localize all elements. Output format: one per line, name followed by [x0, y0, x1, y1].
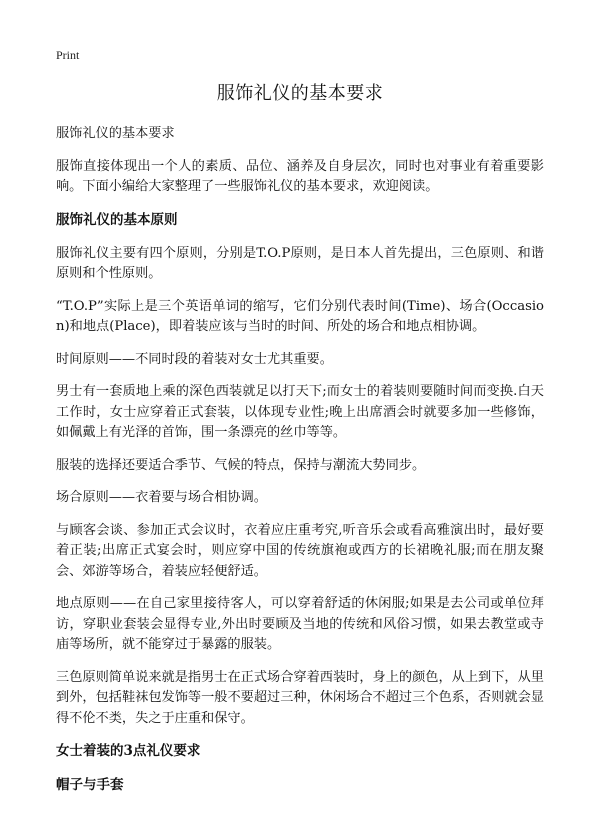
intro-heading: 服饰礼仪的基本要求 [56, 126, 175, 141]
print-link[interactable]: Print [56, 48, 80, 62]
intro-paragraph: 服饰直接体现出一个人的素质、品位、涵养及自身层次，同时也对事业有着重要影响。下面小编给大家整理了一些服饰礼仪的基本要求，欢迎阅读。 [56, 158, 544, 194]
paragraph-four-principles: 服饰礼仪主要有四个原则，分别是T.O.P原则，是日本人首先提出，三色原则、和谐原则和个性原则。 [56, 245, 544, 281]
paragraph-time-details: 男士有一套质地上乘的深色西装就足以打天下;而女士的着装则要随时间而变换.白天工作时，女士应穿着正式套装，以体现专业性;晚上出席酒会时就要多加一些修饰，如佩戴上有光泽的首饰，围一条漂亮的丝巾等等。 [56, 384, 544, 440]
section-heading-principles: 服饰礼仪的基本原则 [56, 211, 178, 228]
paragraph-top-definition: “T.O.P”实际上是三个英语单词的缩写，它们分别代表时间(Time)、场合(Occasion)和地点(Place)，即着装应该与当时的时间、所处的场合和地点相协调。 [56, 298, 544, 334]
paragraph-place-principle: 地点原则——在自己家里接待客人，可以穿着舒适的休闲服;如果是去公司或单位拜访，穿职业套装会显得专业,外出时要顾及当地的传统和风俗习惯，如果去教堂或寺庙等场所，就不能穿过于暴露的服装。 [56, 596, 544, 652]
section-heading-hats-gloves: 帽子与手套 [56, 777, 124, 793]
paragraph-three-color: 三色原则简单说来就是指男士在正式场合穿着西装时，身上的颜色，从上到下，从里到外，包括鞋袜包发饰等一般不要超过三种，休闲场合不超过三个色系，否则就会显得不伦不类，失之于庄重和保守。 [56, 669, 544, 726]
paragraph-time-principle: 时间原则——不同时段的着装对女士尤其重要。 [56, 351, 333, 367]
section-heading-women-etiquette: 女士着装的3点礼仪要求 [56, 743, 201, 759]
paragraph-occasion-principle: 场合原则——衣着要与场合相协调。 [56, 490, 267, 505]
page-title: 服饰礼仪的基本要求 [216, 83, 384, 104]
paragraph-season: 服装的选择还要适合季节、气候的特点，保持与潮流大势同步。 [56, 457, 426, 473]
paragraph-occasion-details: 与顾客会谈、参加正式会议时，衣着应庄重考究,听音乐会或看高雅演出时，最好要着正装;出席正式宴会时，则应穿中国的传统旗袍或西方的长裙晚礼服;而在朋友聚会、郊游等场合，着装应轻便舒适。 [56, 522, 544, 579]
